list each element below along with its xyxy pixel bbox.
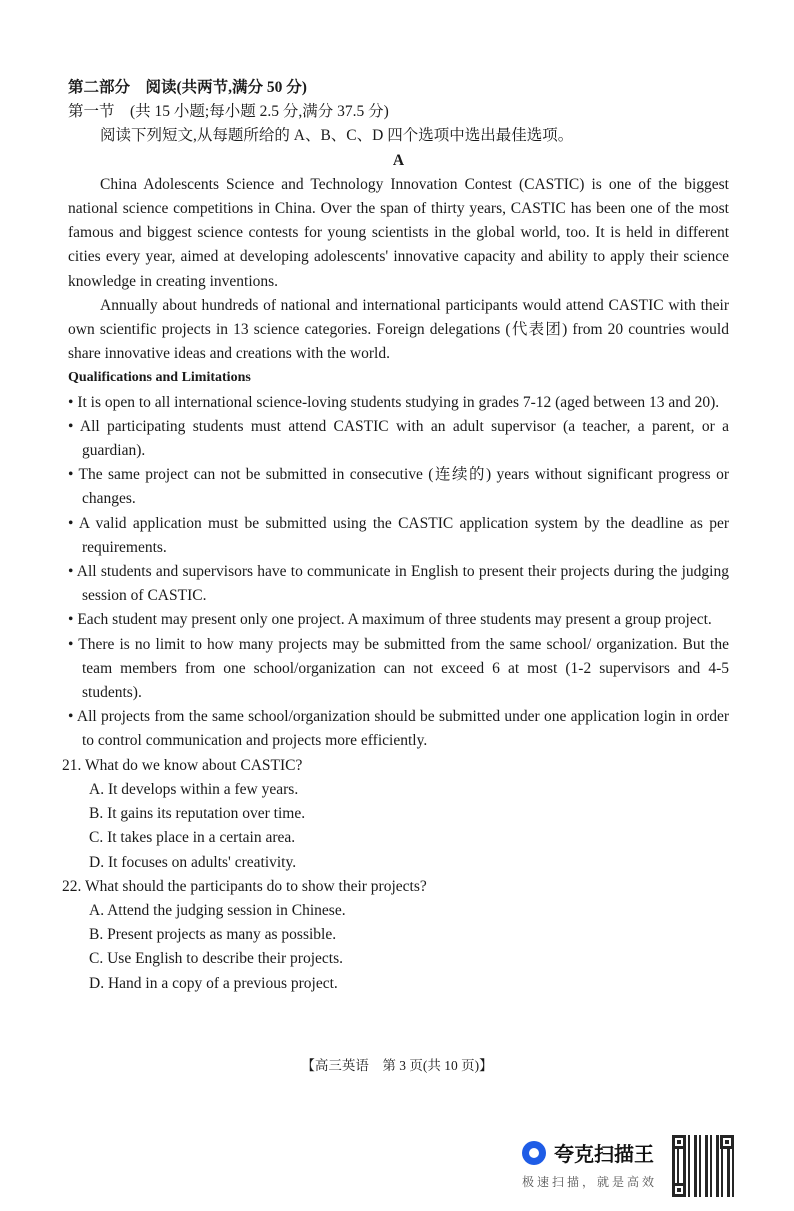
passage-label: A: [392, 151, 405, 169]
option-a: A. It develops within a few years.: [89, 780, 299, 798]
option-a: A. Attend the judging session in Chinese.: [89, 901, 346, 919]
question-21: [62, 754, 729, 875]
subheading: Qualifications and Limitations: [68, 370, 251, 386]
brand-name: 夸克扫描王: [554, 1142, 654, 1166]
bullet-item: • There is no limit to how many projects may be submitted from the same school/ organization. But the team members from one school/organization can not exceed 6 at most (1-2 supervisors and 4-5 students).: [68, 635, 729, 702]
bullet-item: • The same project can not be submitted in consecutive (连续的) years without significant progress or changes.: [68, 466, 730, 508]
question-22: [62, 875, 729, 996]
bullet-text: There is no limit to how many projects may be submitted from the same school/ organization. But the team members from one school/organization can not exceed 6 at most (1-2 supervisors and 4-5 students).: [78, 635, 729, 702]
passage-paragraph: Annually about hundreds of national and international participants would attend CASTIC with their own scientific projects in 13 science categories. Foreign delegations (代表团) from 20 countries would share innovative ideas and creations with the world.: [68, 296, 729, 363]
exam-page: [62, 76, 730, 996]
bullet-text: It is open to all international science-loving students studying in grades 7-12 (aged between 13 and 20).: [77, 393, 720, 411]
brand-tagline: 极速扫描，就是高效: [522, 1175, 658, 1189]
question-stem: 21. What do we know about CASTIC?: [62, 756, 303, 774]
option-b: B. Present projects as many as possible.: [89, 926, 337, 944]
page-footer: 【高三英语 第 3 页(共 10 页)】: [301, 1058, 493, 1073]
option-d: D. Hand in a copy of a previous project.: [89, 974, 338, 992]
section-title: 第一节 (共 15 小题;每小题 2.5 分,满分 37.5 分): [68, 103, 389, 121]
bullet-item: • All participating students must attend CASTIC with an adult supervisor (a teacher, a parent, or a guardian).: [68, 417, 729, 460]
scanner-watermark: [522, 1138, 662, 1190]
option-d: D. It focuses on adults' creativity.: [89, 853, 297, 871]
bullet-item: • All projects from the same school/organization should be submitted under one application login in order to control communication and projects more efficiently.: [68, 708, 729, 750]
instructions: 阅读下列短文,从每题所给的 A、B、C、D 四个选项中选出最佳选项。: [100, 127, 574, 145]
bullet-item: • All students and supervisors have to communicate in English to present their projects during the judging session of CASTIC.: [68, 563, 729, 605]
question-stem: 22. What should the participants do to show their projects?: [62, 877, 427, 895]
bullet-text: The same project can not be submitted in consecutive (连续的) years without significant progress or changes.: [78, 466, 730, 508]
option-c: C. Use English to describe their projects.: [89, 950, 343, 968]
part-title: 第二部分 阅读(共两节,满分 50 分): [68, 79, 307, 96]
option-c: C. It takes place in a certain area.: [89, 829, 296, 847]
passage-paragraph: China Adolescents Science and Technology Innovation Contest (CASTIC) is one of the biggest national science competitions in China. Over the span of thirty years, CASTIC has been one of the most famous and biggest science contests for young scientists in the global world, too. It is held in different cities every year, aimed at developing adolescents' innovative capacity and ability to apply their science knowledge in creating inventions.: [68, 175, 729, 290]
bullet-item: • It is open to all international science-loving students studying in grades 7-12 (aged between 13 and 20).: [68, 393, 720, 411]
bullet-text: All projects from the same school/organization should be submitted under one application login in order to control communication and projects more efficiently.: [76, 708, 729, 750]
bullet-text: All participating students must attend CASTIC with an adult supervisor (a teacher, a parent, or a guardian).: [79, 417, 729, 460]
option-b: B. It gains its reputation over time.: [89, 805, 306, 823]
bullet-text: Each student may present only one project. A maximum of three students may present a group project.: [77, 611, 712, 629]
bullet-item: • A valid application must be submitted using the CASTIC application system by the deadline as per requirements.: [68, 514, 729, 556]
bullet-item: • Each student may present only one project. A maximum of three students may present a group project.: [68, 611, 712, 629]
bullet-text: A valid application must be submitted using the CASTIC application system by the deadline as per requirements.: [78, 514, 729, 556]
bullet-text: All students and supervisors have to communicate in English to present their projects during the judging session of CASTIC.: [76, 563, 729, 605]
qr-code-icon: [672, 1135, 734, 1197]
quark-logo-icon: [522, 1141, 546, 1165]
